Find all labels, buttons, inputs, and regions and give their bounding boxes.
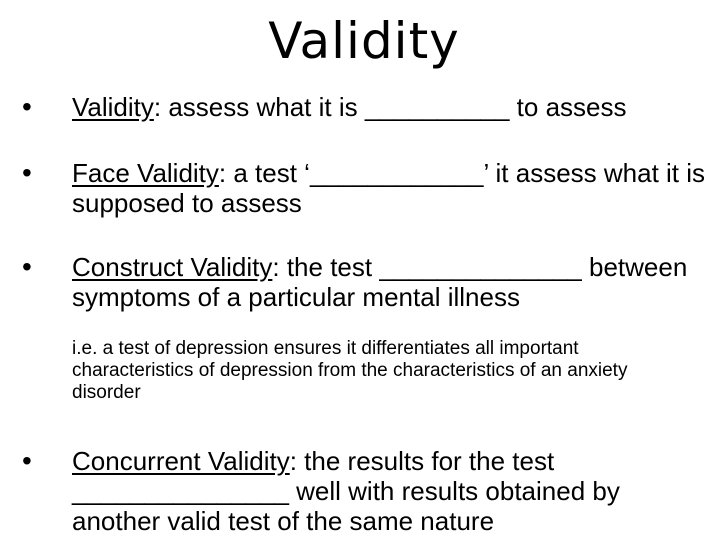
bullet-dot: • (22, 251, 32, 282)
slide-title: Validity (268, 12, 460, 70)
bullet-text (72, 252, 712, 312)
bullet-description: : the test ______________ between symptoms of a particular mental illness (72, 252, 688, 312)
bullet-dot: • (22, 445, 32, 476)
bullet-text (72, 92, 712, 122)
bullet-dot: • (22, 157, 32, 188)
bullet-term: Face Validity (72, 158, 219, 188)
example-note: i.e. a test of depression ensures it differentiates all important characteristics of depression from the characteristics of an anxiety disorder (72, 338, 628, 403)
bullet-term: Validity (72, 92, 154, 122)
bullet-description: : a test ‘____________’ it assess what it is supposed to assess (72, 158, 706, 218)
bullet-text (72, 446, 712, 536)
bullet-term: Concurrent Validity (72, 446, 290, 476)
bullet-description: : assess what it is __________ to assess (153, 92, 627, 122)
bullet-description: : the results for the test _______________ well with results obtained by another valid test of the same nature (72, 446, 620, 536)
bullet-term: Construct Validity (72, 252, 273, 282)
bullet-text (72, 158, 712, 218)
bullet-dot: • (22, 91, 32, 122)
